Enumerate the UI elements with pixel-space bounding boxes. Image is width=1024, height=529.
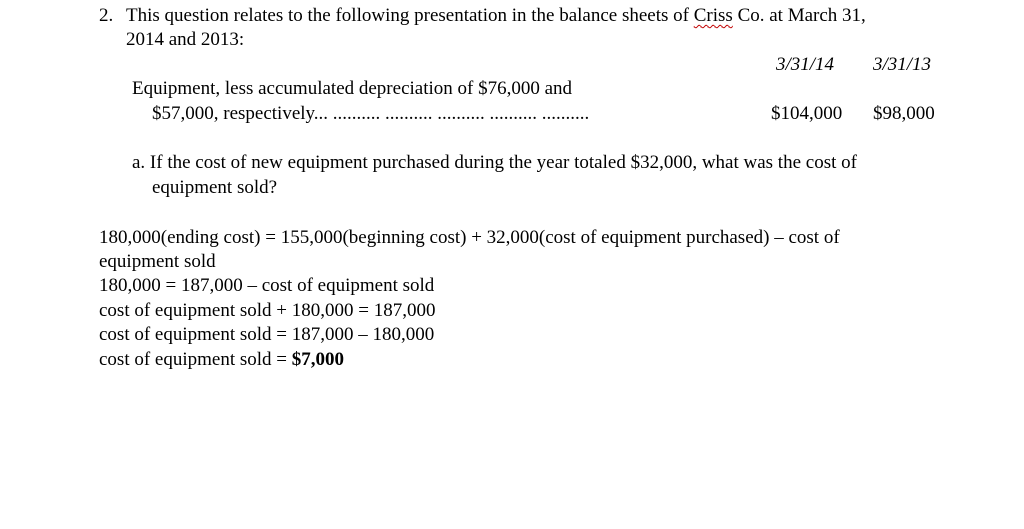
question-text-after-company: Co. at March 31, — [732, 5, 866, 26]
column-header-2013: 3/31/13 — [873, 54, 932, 75]
solution-final-line — [99, 348, 344, 372]
part-a-line-2: equipment sold? — [152, 177, 278, 198]
equipment-line-2: $57,000, respectively... .......... .......... .......... .......... .......... — [152, 103, 590, 124]
question-number: 2. — [99, 5, 114, 26]
solution-final-prefix: cost of equipment sold = — [99, 349, 292, 370]
question-text-line-1 — [126, 4, 866, 28]
equipment-value-2014: $104,000 — [771, 103, 843, 124]
solution-line-3: 180,000 = 187,000 – cost of equipment sold — [99, 275, 435, 296]
solution-line-2: equipment sold — [99, 251, 216, 272]
question-text-line-2: 2014 and 2013: — [126, 29, 245, 50]
company-name-spellcheck: Criss — [693, 5, 733, 26]
solution-line-5: cost of equipment sold = 187,000 – 180,000 — [99, 324, 435, 345]
equipment-line-1: Equipment, less accumulated depreciation of $76,000 and — [132, 78, 573, 99]
solution-line-4: cost of equipment sold + 180,000 = 187,000 — [99, 300, 436, 321]
column-header-2014: 3/31/14 — [776, 54, 835, 75]
equipment-value-2013: $98,000 — [873, 103, 935, 124]
solution-final-answer: $7,000 — [291, 349, 345, 370]
part-a-line-1: a. If the cost of new equipment purchased during the year totaled $32,000, what was the cost of — [132, 152, 857, 173]
question-text-before-company: This question relates to the following presentation in the balance sheets of — [126, 5, 694, 26]
solution-line-1: 180,000(ending cost) = 155,000(beginning cost) + 32,000(cost of equipment purchased) – cost of — [99, 227, 840, 248]
